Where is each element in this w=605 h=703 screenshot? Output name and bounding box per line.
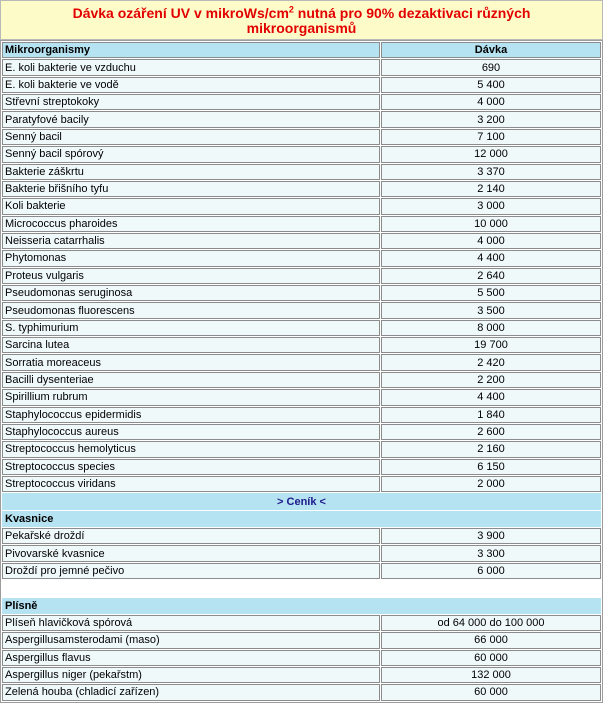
- organism-name: Sorratia moreaceus: [2, 354, 380, 370]
- organism-name: Droždí pro jemné pečivo: [2, 563, 380, 579]
- organism-name: Aspergillus flavus: [2, 650, 380, 666]
- header-dose: Dávka: [381, 42, 601, 58]
- title-line1: Dávka ozáření UV v mikroWs/$cm^2$ nutná pro 90% dezaktivaci různých: [72, 4, 531, 21]
- organism-name: Aspergillusamsterodami (maso): [2, 632, 380, 648]
- section-spacer: [2, 580, 601, 596]
- dose-value: 60 000: [381, 650, 601, 666]
- table-row: [2, 320, 601, 336]
- table-row: [2, 302, 601, 318]
- dose-value: od 64 000 do 100 000: [381, 615, 601, 631]
- table-row: [2, 268, 601, 284]
- page-title: [0, 0, 603, 40]
- organism-name: E. koli bakterie ve vzduchu: [2, 59, 380, 75]
- dose-value: 6 000: [381, 563, 601, 579]
- table-row: [2, 285, 601, 301]
- organism-name: Pekařské droždí: [2, 528, 380, 544]
- table-row: [2, 198, 601, 214]
- organism-name: Staphylococcus aureus: [2, 424, 380, 440]
- section-yeast-title: Kvasnice: [2, 511, 601, 527]
- organism-name: Phytomonas: [2, 250, 380, 266]
- dose-value: 7 100: [381, 129, 601, 145]
- dose-value: 3 900: [381, 528, 601, 544]
- table-row: [2, 667, 601, 683]
- table-row: [2, 77, 601, 93]
- table-row: [2, 615, 601, 631]
- organism-name: Paratyfové bacily: [2, 111, 380, 127]
- dose-value: 66 000: [381, 632, 601, 648]
- table-row: [2, 407, 601, 423]
- organism-name: Pseudomonas seruginosa: [2, 285, 380, 301]
- dose-value: 3 500: [381, 302, 601, 318]
- organism-name: S. typhimurium: [2, 320, 380, 336]
- organism-name: Staphylococcus epidermidis: [2, 407, 380, 423]
- organism-name: Neisseria catarrhalis: [2, 233, 380, 249]
- table-row: [2, 337, 601, 353]
- organism-name: Micrococcus pharoides: [2, 216, 380, 232]
- dose-value: 8 000: [381, 320, 601, 336]
- uv-dose-table: [0, 40, 603, 703]
- table-row: [2, 389, 601, 405]
- organism-name: Senný bacil: [2, 129, 380, 145]
- dose-value: 1 840: [381, 407, 601, 423]
- dose-value: 3 000: [381, 198, 601, 214]
- table-row: [2, 545, 601, 561]
- pricelist-link[interactable]: > Ceník <: [2, 493, 601, 509]
- dose-value: 10 000: [381, 216, 601, 232]
- organism-name: Aspergillus niger (pekařstm): [2, 667, 380, 683]
- dose-value: 60 000: [381, 684, 601, 700]
- table-row: [2, 650, 601, 666]
- dose-value: 12 000: [381, 146, 601, 162]
- dose-value: 6 150: [381, 459, 601, 475]
- organism-name: Bacilli dysenteriae: [2, 372, 380, 388]
- table-row: [2, 441, 601, 457]
- table-row: [2, 146, 601, 162]
- organism-name: Střevní streptokoky: [2, 94, 380, 110]
- table-row: [2, 129, 601, 145]
- dose-value: 2 000: [381, 476, 601, 492]
- dose-value: 3 370: [381, 164, 601, 180]
- table-row: [2, 424, 601, 440]
- dose-value: 2 640: [381, 268, 601, 284]
- dose-value: 2 200: [381, 372, 601, 388]
- dose-value: 4 000: [381, 94, 601, 110]
- dose-value: 3 200: [381, 111, 601, 127]
- organism-name: Koli bakterie: [2, 198, 380, 214]
- organism-name: Senný bacil spórový: [2, 146, 380, 162]
- header-microorganisms: Mikroorganismy: [2, 42, 380, 58]
- dose-value: 2 160: [381, 441, 601, 457]
- section-yeast-title-row: [2, 511, 601, 527]
- organism-name: Streptococcus viridans: [2, 476, 380, 492]
- dose-value: 4 400: [381, 250, 601, 266]
- table-row: [2, 459, 601, 475]
- dose-value: 19 700: [381, 337, 601, 353]
- dose-value: 4 400: [381, 389, 601, 405]
- organism-name: Spirillium rubrum: [2, 389, 380, 405]
- organism-name: E. koli bakterie ve vodě: [2, 77, 380, 93]
- table-row: [2, 111, 601, 127]
- dose-value: 5 500: [381, 285, 601, 301]
- section-molds-title-row: [2, 598, 601, 614]
- organism-name: Zelená houba (chladicí zařízen): [2, 684, 380, 700]
- table-row: [2, 684, 601, 700]
- table-row: [2, 181, 601, 197]
- table-row: [2, 164, 601, 180]
- organism-name: Plíseň hlavičková spórová: [2, 615, 380, 631]
- dose-value: 4 000: [381, 233, 601, 249]
- organism-name: Bakterie záškrtu: [2, 164, 380, 180]
- dose-value: 3 300: [381, 545, 601, 561]
- table-row: [2, 372, 601, 388]
- organism-name: Proteus vulgaris: [2, 268, 380, 284]
- organism-name: Streptococcus species: [2, 459, 380, 475]
- organism-name: Bakterie břišního tyfu: [2, 181, 380, 197]
- section-spacer-row: [2, 580, 601, 596]
- table-row: [2, 632, 601, 648]
- table-row: [2, 528, 601, 544]
- table-row: [2, 476, 601, 492]
- table-row: [2, 250, 601, 266]
- dose-value: 132 000: [381, 667, 601, 683]
- organism-name: Sarcina lutea: [2, 337, 380, 353]
- dose-value: 690: [381, 59, 601, 75]
- table-header-row: [2, 42, 601, 58]
- pricelist-link-row: [2, 493, 601, 509]
- table-row: [2, 216, 601, 232]
- table-row: [2, 94, 601, 110]
- organism-name: Streptococcus hemolyticus: [2, 441, 380, 457]
- organism-name: Pseudomonas fluorescens: [2, 302, 380, 318]
- dose-value: 2 600: [381, 424, 601, 440]
- title-line2: mikroorganismů: [246, 20, 357, 36]
- table-row: [2, 563, 601, 579]
- section-molds-title: Plísně: [2, 598, 601, 614]
- uv-dose-table-body: [2, 42, 601, 701]
- organism-name: Pivovarské kvasnice: [2, 545, 380, 561]
- table-row: [2, 59, 601, 75]
- table-row: [2, 233, 601, 249]
- dose-value: 5 400: [381, 77, 601, 93]
- table-row: [2, 354, 601, 370]
- dose-value: 2 140: [381, 181, 601, 197]
- dose-value: 2 420: [381, 354, 601, 370]
